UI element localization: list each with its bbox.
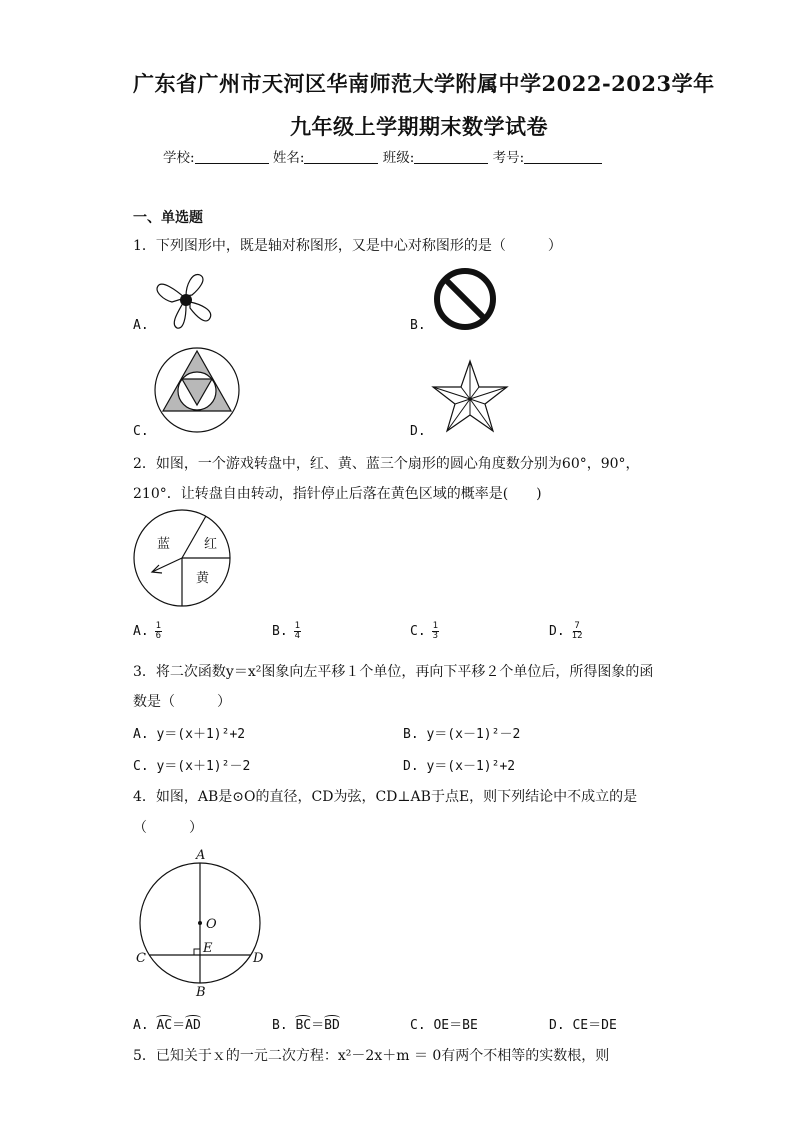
denominator: 3 <box>432 631 439 641</box>
option-label: B. <box>403 727 419 742</box>
spinner-label-yellow: 黄 <box>196 571 210 586</box>
arc-bc: BC <box>295 1018 312 1033</box>
q3-stem-line2: 数是（ ） <box>133 694 231 710</box>
q2-option-a[interactable] <box>133 622 162 641</box>
q4-stem-line2: （ ） <box>133 820 203 836</box>
q3-stem-line1: 3．将二次函数y＝x²图象向左平移１个单位，再向下平移２个单位后，所得图象的函 <box>133 664 654 680</box>
fraction <box>432 622 439 641</box>
name-label: 姓名: <box>272 150 305 166</box>
q3-option-d[interactable] <box>403 755 515 774</box>
q3-option-a[interactable] <box>133 723 245 742</box>
option-label: C. <box>410 624 426 639</box>
circle-diameter-figure <box>132 846 272 998</box>
option-label: D. <box>549 1018 565 1033</box>
fraction <box>155 622 162 641</box>
prohibition-sign-figure <box>431 265 499 333</box>
fraction <box>294 622 301 641</box>
denominator: 12 <box>571 631 583 641</box>
spinner-label-red: 红 <box>204 537 218 552</box>
q3-option-b[interactable] <box>403 723 520 742</box>
q1-option-d-label[interactable]: D. <box>410 424 426 439</box>
option-label: B. <box>272 1018 288 1033</box>
class-blank[interactable] <box>414 149 488 164</box>
point-label-c: C <box>136 951 146 966</box>
option-label: C. <box>410 1018 426 1033</box>
q4-option-d[interactable] <box>549 1014 617 1033</box>
q4-option-c[interactable] <box>410 1014 478 1033</box>
option-label: B. <box>272 624 288 639</box>
numerator: 1 <box>432 621 439 631</box>
info-fields-row <box>163 146 602 166</box>
q5-stem-line1: 5．已知关于ｘ的一元二次方程：x²－2x＋m ＝ 0有两个不相等的实数根，则 <box>133 1048 610 1064</box>
exam-title-line2: 九年级上学期期末数学试卷 <box>290 114 548 139</box>
point-label-d: D <box>253 951 264 966</box>
q4-option-b[interactable] <box>272 1014 340 1033</box>
q2-stem-line1: 2．如图，一个游戏转盘中，红、黄、蓝三个扇形的圆心角度数分别为60°，90°， <box>133 456 640 472</box>
exam-no-label: 考号: <box>492 150 525 166</box>
fraction <box>571 622 584 641</box>
denominator: 6 <box>155 631 162 641</box>
q2-option-b[interactable] <box>272 622 301 641</box>
q4-stem-line1: 4．如图，AB是⊙O的直径，CD为弦，CD⊥AB于点E，则下列结论中不成立的是 <box>133 789 638 805</box>
option-label: C. <box>133 759 149 774</box>
point-label-a: A <box>196 848 206 863</box>
fan-figure <box>152 270 218 332</box>
q1-option-a-label[interactable]: A. <box>133 318 149 333</box>
point-label-b: B <box>196 985 206 1000</box>
option-text: y＝(x－1)²+2 <box>426 759 516 774</box>
denominator: 4 <box>294 631 301 641</box>
exam-no-blank[interactable] <box>524 149 602 164</box>
option-text: CE＝DE <box>572 1018 617 1033</box>
spinner-label-blue: 蓝 <box>157 537 171 552</box>
circle-triangle-figure <box>154 347 240 433</box>
arc-ad: AD <box>185 1018 201 1033</box>
arc-bd: BD <box>324 1018 340 1033</box>
q2-option-d[interactable] <box>549 622 584 641</box>
point-label-e: E <box>203 941 213 956</box>
q1-option-b-label[interactable]: B. <box>410 318 426 333</box>
numerator: 1 <box>155 621 162 631</box>
exam-title-line1: 广东省广州市天河区华南师范大学附属中学2022-2023学年 <box>133 71 715 96</box>
name-blank[interactable] <box>304 149 378 164</box>
q3-option-c[interactable] <box>133 755 250 774</box>
option-label: A. <box>133 727 149 742</box>
q1-option-c-label[interactable]: C. <box>133 424 149 439</box>
q2-option-c[interactable] <box>410 622 439 641</box>
option-label: D. <box>549 624 565 639</box>
option-label: A. <box>133 1018 149 1033</box>
numerator: 1 <box>294 621 301 631</box>
q1-stem: 1．下列图形中，既是轴对称图形，又是中心对称图形的是（ ） <box>133 238 562 254</box>
spinner-figure <box>132 508 232 608</box>
option-label: D. <box>403 759 419 774</box>
equals-sign: ＝ <box>172 1018 186 1033</box>
arc-ac: AC <box>156 1018 173 1033</box>
class-label: 班级: <box>382 150 415 166</box>
option-text: y＝(x＋1)²－2 <box>156 759 251 774</box>
q4-option-a[interactable] <box>133 1014 201 1033</box>
school-blank[interactable] <box>195 149 269 164</box>
school-label: 学校: <box>163 150 195 166</box>
numerator: 7 <box>574 621 580 631</box>
section-title: 一、单选题 <box>133 210 203 226</box>
point-label-o: O <box>206 917 217 932</box>
option-label: A. <box>133 624 149 639</box>
star-figure <box>431 359 509 435</box>
option-text: y＝(x－1)²－2 <box>426 727 521 742</box>
equals-sign: ＝ <box>311 1018 325 1033</box>
option-text: y＝(x＋1)²+2 <box>156 727 246 742</box>
option-text: OE＝BE <box>433 1018 478 1033</box>
q2-stem-line2: 210°．让转盘自由转动，指针停止后落在黄色区域的概率是( ) <box>133 486 542 502</box>
